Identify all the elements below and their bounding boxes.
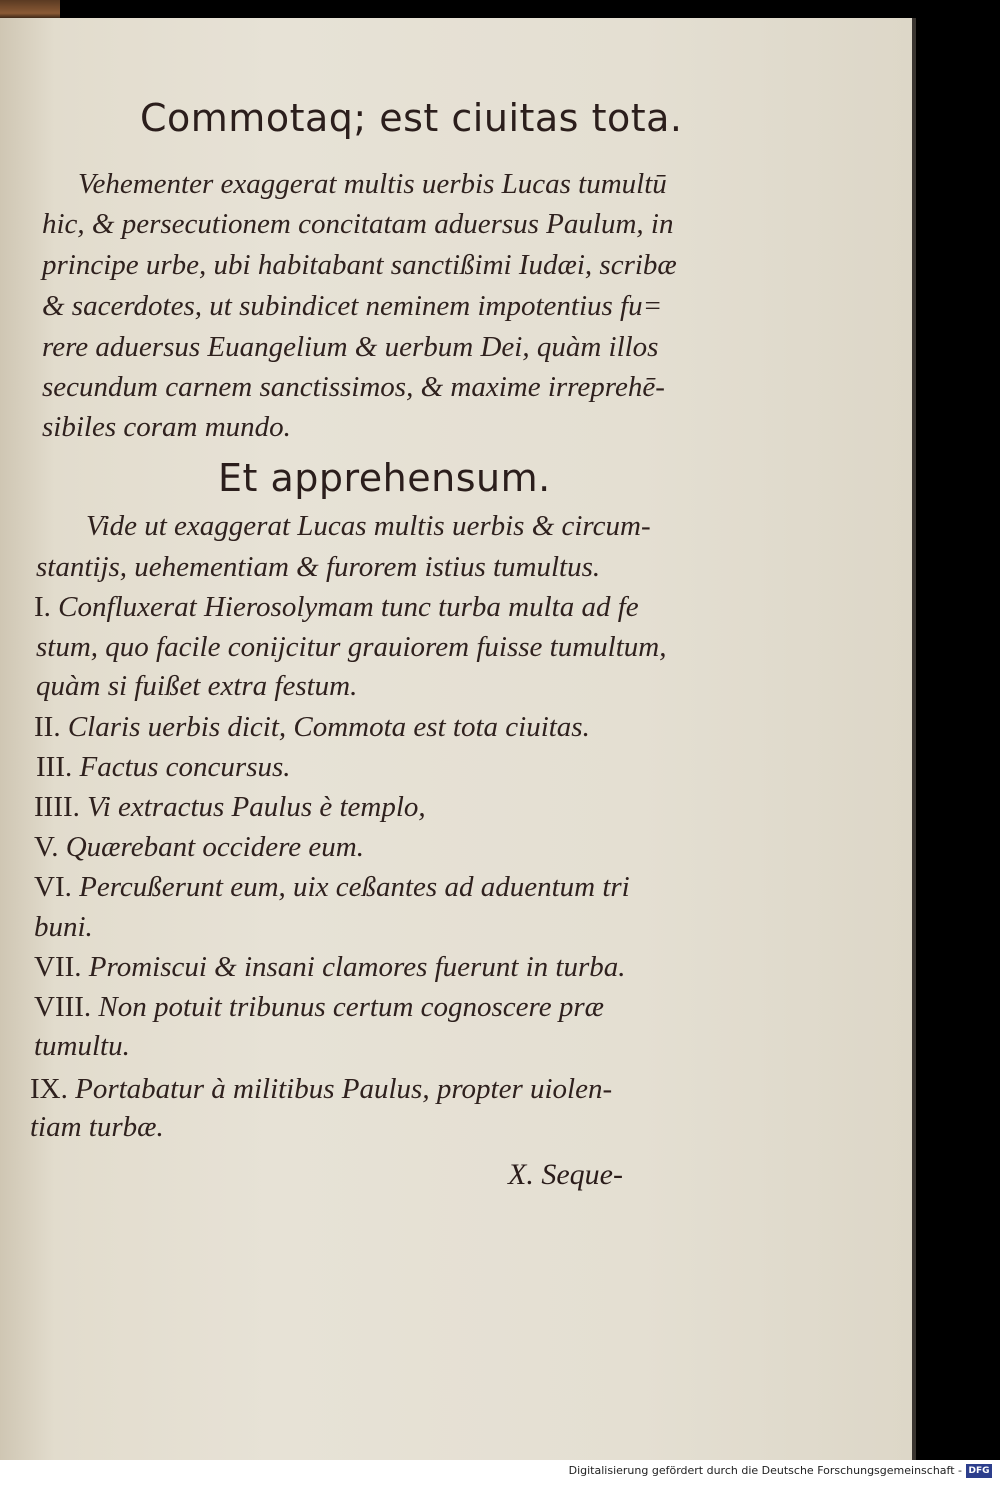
item-line: VII. Promiscui & insani clamores fuerunt in turba. xyxy=(34,951,626,983)
para1-line: & sacerdotes, ut subindicet neminem impotentius fu= xyxy=(42,290,663,322)
item-number: VIII. xyxy=(34,991,92,1023)
para1-line: sibiles coram mundo. xyxy=(42,411,291,443)
heading-apprehensum: Et apprehensum. xyxy=(218,456,551,500)
item-number: IIII. xyxy=(34,791,80,823)
page-edge xyxy=(912,18,916,1460)
item-number: IX. xyxy=(30,1073,68,1105)
para1-line: secundum carnem sanctissimos, & maxime irreprehē- xyxy=(42,371,665,403)
item-number: III. xyxy=(36,751,73,783)
item-line: VIII. Non potuit tribunus certum cognoscere præ xyxy=(34,991,605,1023)
item-line: tumultu. xyxy=(34,1030,130,1062)
page-text xyxy=(0,18,912,1460)
item-line: quàm si fuißet extra festum. xyxy=(36,670,358,702)
footer-credit: Digitalisierung gefördert durch die Deutsche Forschungsgemeinschaft - xyxy=(568,1464,962,1477)
item-number: VII. xyxy=(34,951,82,983)
item-line: I. Confluxerat Hierosolymam tunc turba multa ad fe xyxy=(34,591,639,623)
item-line: II. Claris uerbis dicit, Commota est tota ciuitas. xyxy=(34,711,590,743)
dfg-logo-icon: DFG xyxy=(966,1464,992,1478)
para1-line: Vehementer exaggerat multis uerbis Lucas tumultū xyxy=(78,168,667,200)
item-line: tiam turbæ. xyxy=(30,1111,164,1143)
item-line: stum, quo facile conijcitur grauiorem fuisse tumultum, xyxy=(36,631,667,663)
book-page xyxy=(0,18,912,1460)
item-number: I. xyxy=(34,591,51,623)
item-number: V. xyxy=(34,831,59,863)
item-line: V. Quærebant occidere eum. xyxy=(34,831,364,863)
para1-line: principe urbe, ubi habitabant sanctißimi Iudæi, scribæ xyxy=(42,249,677,281)
item-line: buni. xyxy=(34,911,93,943)
item-number: II. xyxy=(34,711,61,743)
item-number: VI. xyxy=(34,871,72,903)
heading-commota: Commotaq; est ciuitas tota. xyxy=(140,96,683,140)
item-line: IIII. Vi extractus Paulus è templo, xyxy=(34,791,426,823)
para2-line: stantijs, uehementiam & furorem istius tumultus. xyxy=(36,551,601,583)
para1-line: rere aduersus Euangelium & uerbum Dei, quàm illos xyxy=(42,331,659,363)
footer-bar xyxy=(0,1460,1000,1485)
item-line: IX. Portabatur à militibus Paulus, propter uiolen- xyxy=(30,1073,613,1105)
item-line: VI. Percußerunt eum, uix ceßantes ad aduentum tri xyxy=(34,871,630,903)
item-line: III. Factus concursus. xyxy=(36,751,291,783)
catchword: X. Seque- xyxy=(508,1158,623,1191)
para1-line: hic, & persecutionem concitatam aduersus Paulum, in xyxy=(42,208,674,240)
para2-line: Vide ut exaggerat Lucas multis uerbis & circum- xyxy=(86,510,651,542)
